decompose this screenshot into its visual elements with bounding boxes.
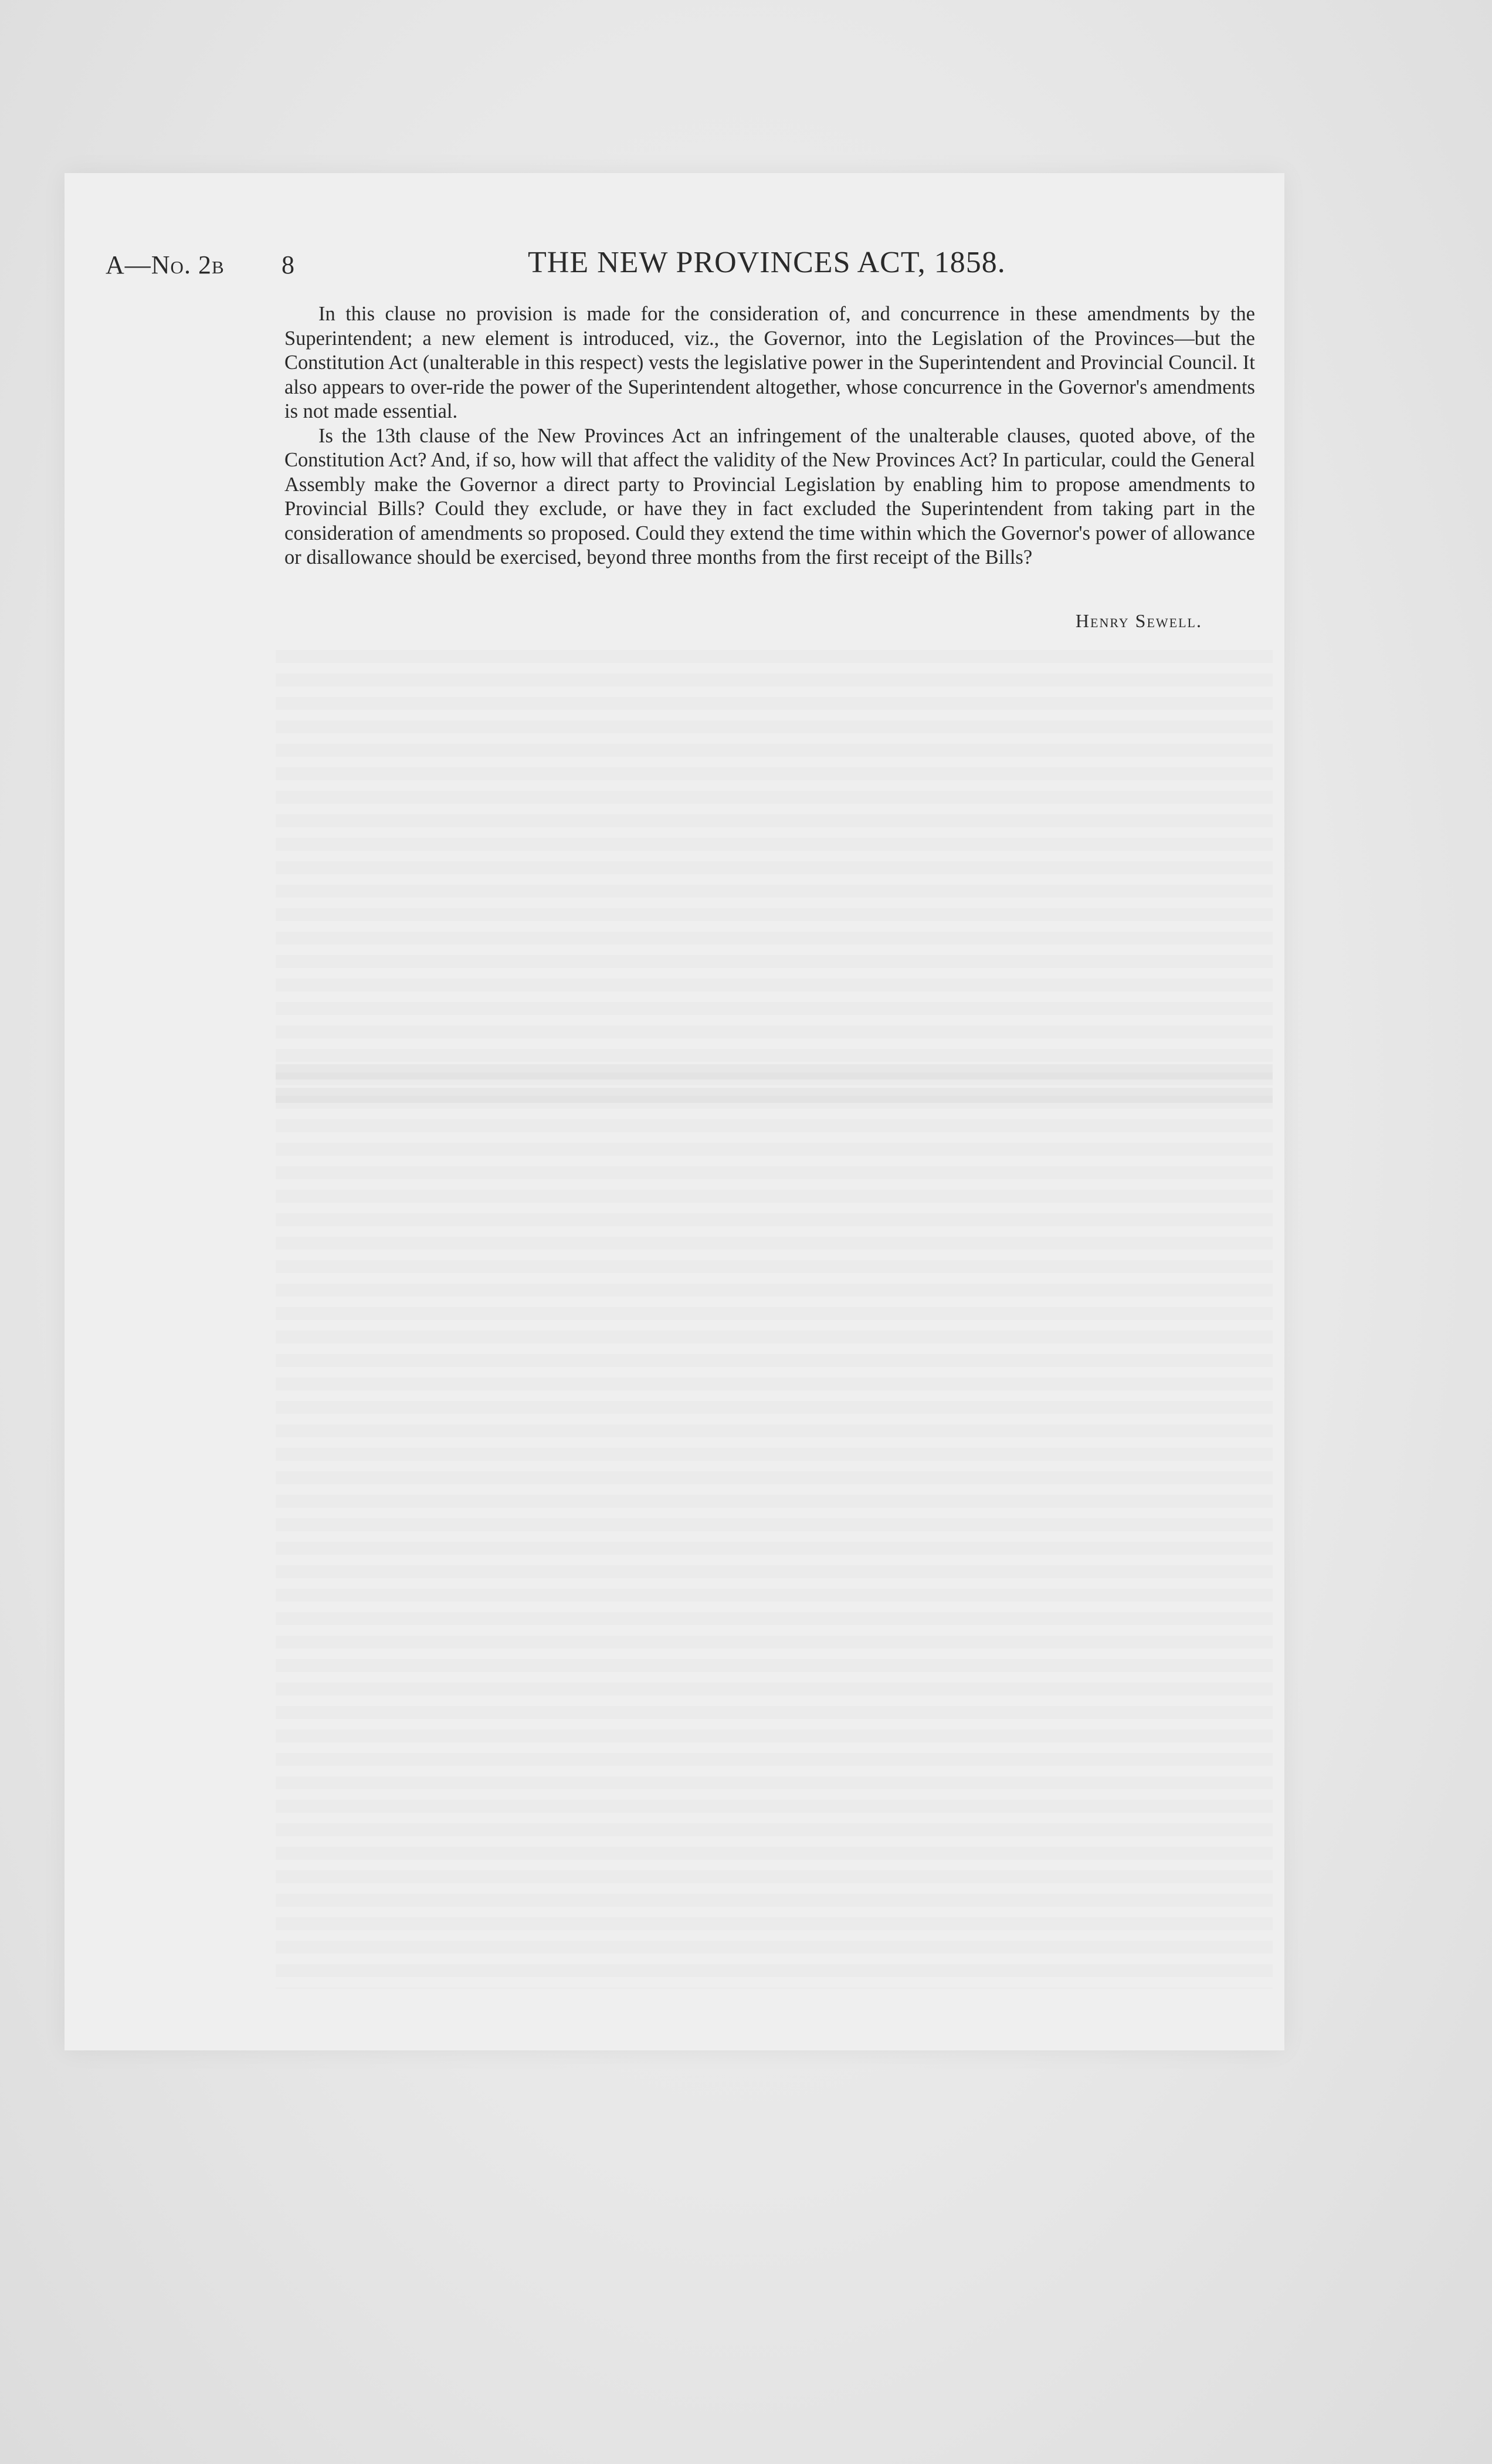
reverse-side-show-through-heading bbox=[276, 1056, 1273, 1109]
document-reference-no: No. bbox=[151, 251, 191, 279]
document-reference bbox=[106, 250, 225, 280]
reverse-side-show-through bbox=[276, 639, 1273, 1989]
paragraph-2: Is the 13th clause of the New Provinces Act an infringement of the unalterable clauses, quoted above, of the Constitution Act? And, if so, how will that affect the validity of the New Provinces Act? In particular, could the General Assembly make the Governor a direct party to Provincial Legislation by enabling him to propose amendments to Provincial Bills? Could they exclude, or have they in fact excluded the Superintendent from taking part in the consideration of amendments so proposed. Could they extend the time within which the Governor's power of allowance or disallowance should be exercised, beyond three months from the first receipt of the Bills? bbox=[284, 424, 1255, 568]
paragraph-1: In this clause no provision is made for the consideration of, and concurrence in these amendments by the Superintendent; a new element is introduced, viz., the Governor, into the Legislation of the Provinces—but the Constitution Act (unalterable in this respect) vests the legislative power in the Superintendent and Provincial Council. It also appears to over-ride the power of the Superintendent altogether, whose concurrence in the Governor's amendments is not made essential. bbox=[284, 303, 1255, 422]
body-text bbox=[284, 302, 1255, 570]
running-title: THE NEW PROVINCES ACT, 1858. bbox=[528, 246, 1006, 279]
page-header bbox=[106, 245, 1255, 292]
signature: Henry Sewell. bbox=[1075, 610, 1202, 631]
document-reference-number: 2b bbox=[191, 251, 225, 279]
document-reference-prefix: A— bbox=[106, 251, 151, 279]
page-number: 8 bbox=[282, 251, 294, 279]
